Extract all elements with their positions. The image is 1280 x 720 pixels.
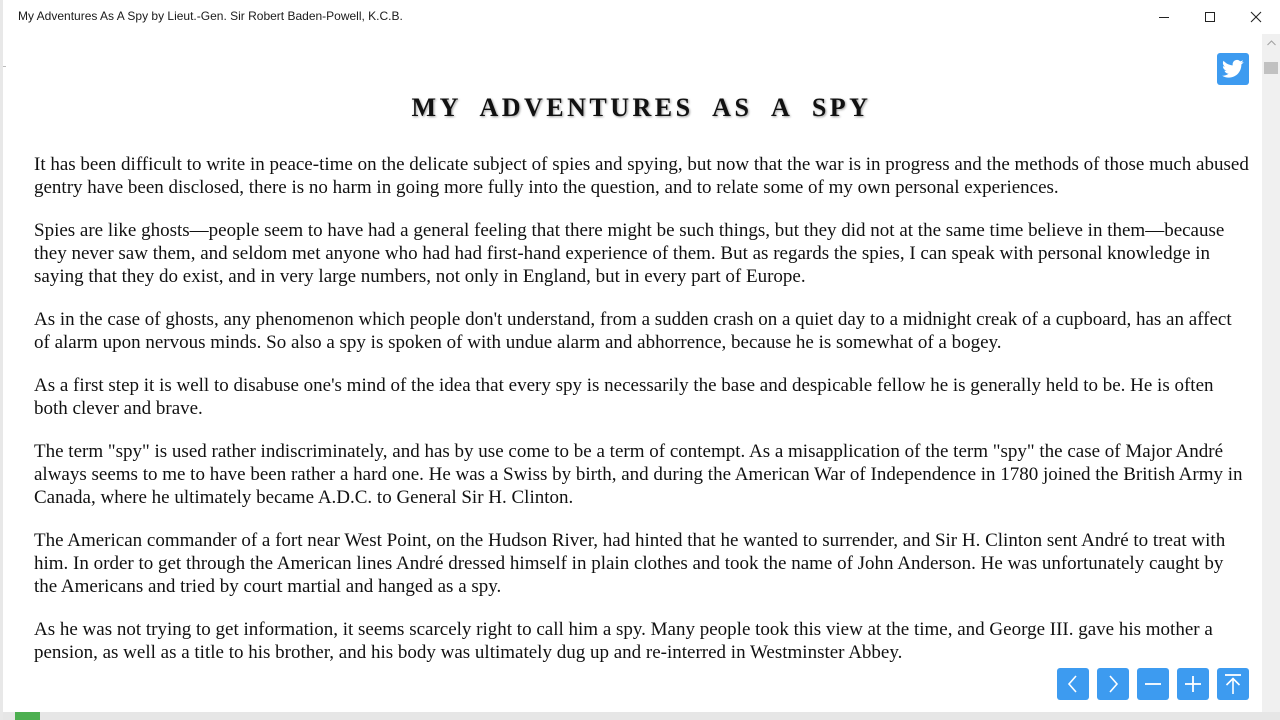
maximize-button[interactable] (1187, 0, 1233, 34)
reading-progress-bar (3, 712, 1280, 720)
twitter-share-button[interactable] (1217, 53, 1249, 85)
book-heading: MY ADVENTURES AS A SPY (411, 93, 872, 122)
book-content (34, 88, 1249, 684)
book-paragraph: As in the case of ghosts, any phenomenon which people don't understand, from a sudden crash on a quiet day to a midnight creak of a cupboard, has an affect of alarm upon nervous minds. So also a spy is spoken of with undue alarm and abhorrence, because he is somewhat of a bogey. (34, 309, 1232, 353)
book-paragraph: Spies are like ghosts—people seem to have had a general feeling that there might be such things, but they did not at the same time believe in them—because they never saw them, and seldom met anyone who had had first-hand experience of them. But as regards the spies, I can speak with personal knowledge in saying that they do exist, and in very large numbers, not only in England, but in every part of Europe. (34, 220, 1225, 287)
book-paragraph: The American commander of a fort near West Point, on the Hudson River, had hinted that he wanted to surrender, and Sir H. Clinton sent André to treat with him. In order to get through the American lines André dressed himself in plain clothes and took the name of John Anderson. He was unfortunately caught by the Americans and tried by court martial and hanged as a spy. (34, 530, 1226, 597)
book-paragraph: The term "spy" is used rather indiscriminately, and has by use come to be a term of contempt. As a misapplication of the term "spy" the case of Major André always seems to me to have been rather a hard one. He was a Swiss by birth, and during the American War of Independence in 1780 joined the British Army in Canada, where he ultimately became A.D.C. to General Sir H. Clinton. (34, 441, 1243, 508)
close-icon (1250, 11, 1262, 23)
scroll-up-button[interactable] (1262, 34, 1280, 51)
window-title: My Adventures As A Spy by Lieut.-Gen. Sir Robert Baden-Powell, K.C.B. (18, 9, 403, 23)
minus-icon (1143, 674, 1163, 694)
book-paragraph: It has been difficult to write in peace-time on the delicate subject of spies and spying, but now that the war is in progress and the methods of those much abused gentry have been disclosed, there is no harm in going more fully into the question, and to relate some of my own personal experiences. (34, 154, 1249, 198)
chevron-left-icon (1066, 674, 1080, 694)
previous-page-button[interactable] (1057, 668, 1089, 700)
close-button[interactable] (1233, 0, 1279, 34)
increase-font-button[interactable] (1177, 668, 1209, 700)
reading-progress-fill (15, 712, 40, 720)
scroll-to-top-button[interactable] (1217, 668, 1249, 700)
twitter-icon (1222, 59, 1244, 79)
minimize-icon (1158, 11, 1170, 23)
vertical-scrollbar[interactable] (1262, 34, 1280, 712)
chevron-right-icon (1106, 674, 1120, 694)
minimize-button[interactable] (1141, 0, 1187, 34)
title-bar[interactable] (3, 0, 1280, 34)
caret-up-icon (1267, 40, 1276, 46)
arrow-to-top-icon (1223, 673, 1243, 695)
plus-icon (1183, 674, 1203, 694)
book-paragraph: As he was not trying to get information, it seems scarcely right to call him a spy. Many people took this view at the time, and George III. gave his mother a pension, as well as a title to his brother, and his body was ultimately dug up and re-interred in Westminster Abbey. (34, 619, 1213, 663)
maximize-icon (1204, 11, 1216, 23)
window-edge-marker (3, 66, 6, 67)
book-paragraph: As a first step it is well to disabuse one's mind of the idea that every spy is necessarily the base and despicable fellow he is generally held to be. He is often both clever and brave. (34, 375, 1214, 419)
scroll-thumb[interactable] (1264, 62, 1278, 74)
next-page-button[interactable] (1097, 668, 1129, 700)
decrease-font-button[interactable] (1137, 668, 1169, 700)
